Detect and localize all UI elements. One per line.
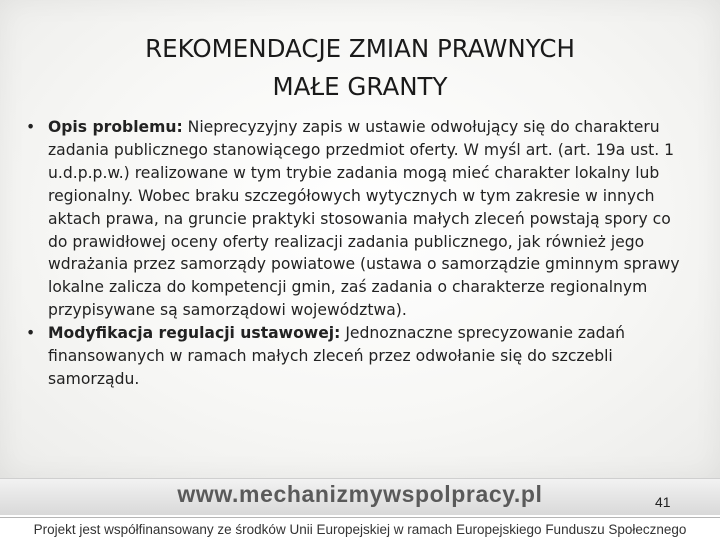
- slide-title-line-1: REKOMENDACJE ZMIAN PRAWNYCH: [145, 34, 575, 63]
- slide-title: [40, 30, 680, 106]
- slide-title-line-2: MAŁE GRANTY: [272, 72, 448, 101]
- bullet-heading: Opis problemu:: [48, 118, 183, 136]
- funding-notice: Projekt jest współfinansowany ze środków Unii Europejskiej w ramach Europejskiego Funduszu Społecznego: [0, 517, 720, 541]
- bullet-legal-modification: [22, 322, 692, 391]
- bullet-heading: Modyfikacja regulacji ustawowej:: [48, 324, 341, 343]
- footer-url: www.mechanizmywspolpracy.pl: [177, 481, 543, 507]
- bullet-marker: •: [26, 118, 36, 136]
- bullet-text: Nieprecyzyjny zapis w ustawie odwołujący się do charakteru zadania publicznego stanowiącego przedmiot oferty. W myśl art. (art. 19a ust. 1 u.d.p.p.w.) realizowane w tym trybie zadania mogą mieć charakter lokalny lub regionalny. Wobec braku szczegółowych wytycznych w tym zakresie w innych aktach prawa, na gruncie praktyki stosowania małych zleceń powstają spory co do prawidłowej oceny oferty realizacji zadania publicznego, jak również jego wdrażania przez samorządy powiatowe (ustawa o samorządzie gminnym sprawy lokalne zalicza do kompetencji gmin, zaś zadania o charakterze regionalnym przypisywane są samorządowi województwa).: [48, 118, 680, 320]
- slide-content: [22, 116, 692, 391]
- page-number: 41: [655, 494, 671, 510]
- bullet-text: Jednoznaczne sprecyzowanie zadań finansowanych w ramach małych zleceń przez odwołanie się do szczebli samorządu.: [48, 324, 626, 388]
- bullet-problem-description: [22, 116, 692, 322]
- bullet-marker: •: [26, 324, 36, 343]
